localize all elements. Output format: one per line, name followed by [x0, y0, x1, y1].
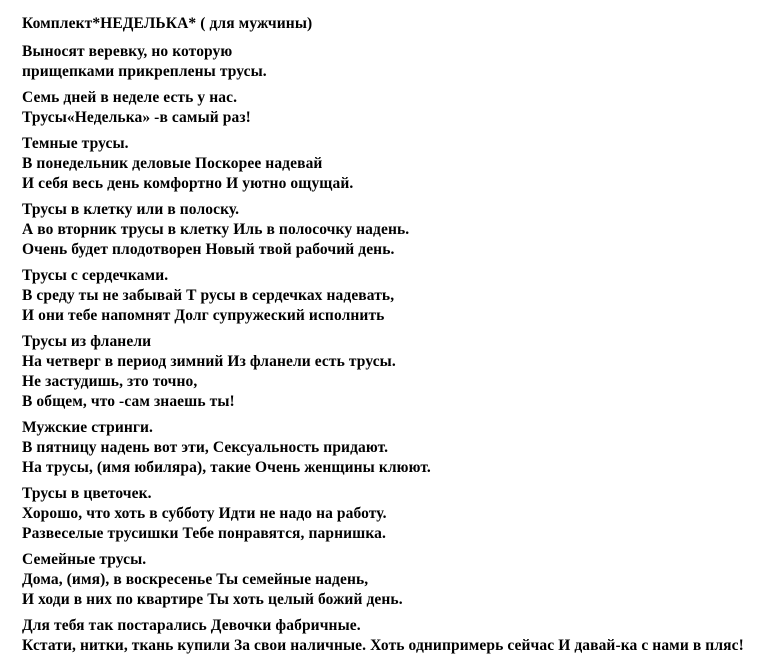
stanza-line: В понедельник деловые Поскорее надевай: [22, 155, 323, 172]
stanza-line: Мужские стринги.: [22, 419, 154, 436]
stanza-line: В общем, что -сам знаешь ты!: [22, 393, 235, 410]
stanza-line: В пятницу надень вот эти, Сексуальность придают.: [22, 439, 389, 456]
stanza-line: Не застудишь, зто точно,: [22, 373, 198, 390]
stanza-line: Очень будет плодотворен Новый твой рабочий день.: [22, 241, 395, 258]
stanza-line: На четверг в период зимний Из фланели есть трусы.: [22, 353, 396, 370]
stanza-line: Темные трусы.: [22, 135, 129, 152]
stanza-line: Трусы в клетку или в полоску.: [22, 201, 240, 218]
document: [22, 14, 756, 662]
stanza-line: Трусы с сердечками.: [22, 267, 169, 284]
stanza-line: И они тебе напомнят Долг супружеский исполнить: [22, 307, 385, 324]
stanza-line: И ходи в них по квартире Ты хоть целый божий день.: [22, 591, 403, 608]
stanza-line: В среду ты не забывай Т русы в сердечках надевать,: [22, 287, 395, 304]
stanza-line: На трусы, (имя юбиляра), такие Очень женщины клюют.: [22, 459, 431, 476]
stanza-line: Хорошо, что хоть в субботу Идти не надо на работу.: [22, 505, 387, 522]
stanza-line: Семейные трусы.: [22, 551, 147, 568]
stanza-saturday: [22, 484, 756, 544]
stanza-line: Семь дней в неделе есть у нас.: [22, 89, 238, 106]
stanza-line: А во вторник трусы в клетку Иль в полосочку надень.: [22, 221, 410, 238]
stanza-closing: [22, 616, 756, 656]
stanza-line: Трусы«Неделька» -в самый раз!: [22, 109, 251, 126]
document-title: Комплект*НЕДЕЛЬКА* ( для мужчины): [22, 15, 313, 32]
stanza-line: Развеселые трусишки Тебе понравятся, парнишка.: [22, 525, 386, 542]
stanza-line: Дома, (имя), в воскресенье Ты семейные надень,: [22, 571, 369, 588]
stanza-intro: [22, 42, 756, 82]
stanza-sunday: [22, 550, 756, 610]
stanza-line: Трусы в цветочек.: [22, 485, 152, 502]
stanza-line: Трусы из фланели: [22, 333, 152, 350]
stanza-monday: [22, 134, 756, 194]
stanza-line: прищепками прикреплены трусы.: [22, 63, 267, 80]
stanza-thursday: [22, 332, 756, 412]
stanza-line: Выносят веревку, но которую: [22, 43, 233, 60]
stanza-friday: [22, 418, 756, 478]
stanza-wednesday: [22, 266, 756, 326]
stanza-week: [22, 88, 756, 128]
stanza-tuesday: [22, 200, 756, 260]
stanza-line: Кстати, нитки, ткань купили За свои наличные. Хоть однипримерь сейчас И давай-ка с нами в пляс!: [22, 637, 744, 654]
stanza-line: И себя весь день комфортно И уютно ощущай.: [22, 175, 354, 192]
stanza-line: Для тебя так постарались Девочки фабричные.: [22, 617, 361, 634]
